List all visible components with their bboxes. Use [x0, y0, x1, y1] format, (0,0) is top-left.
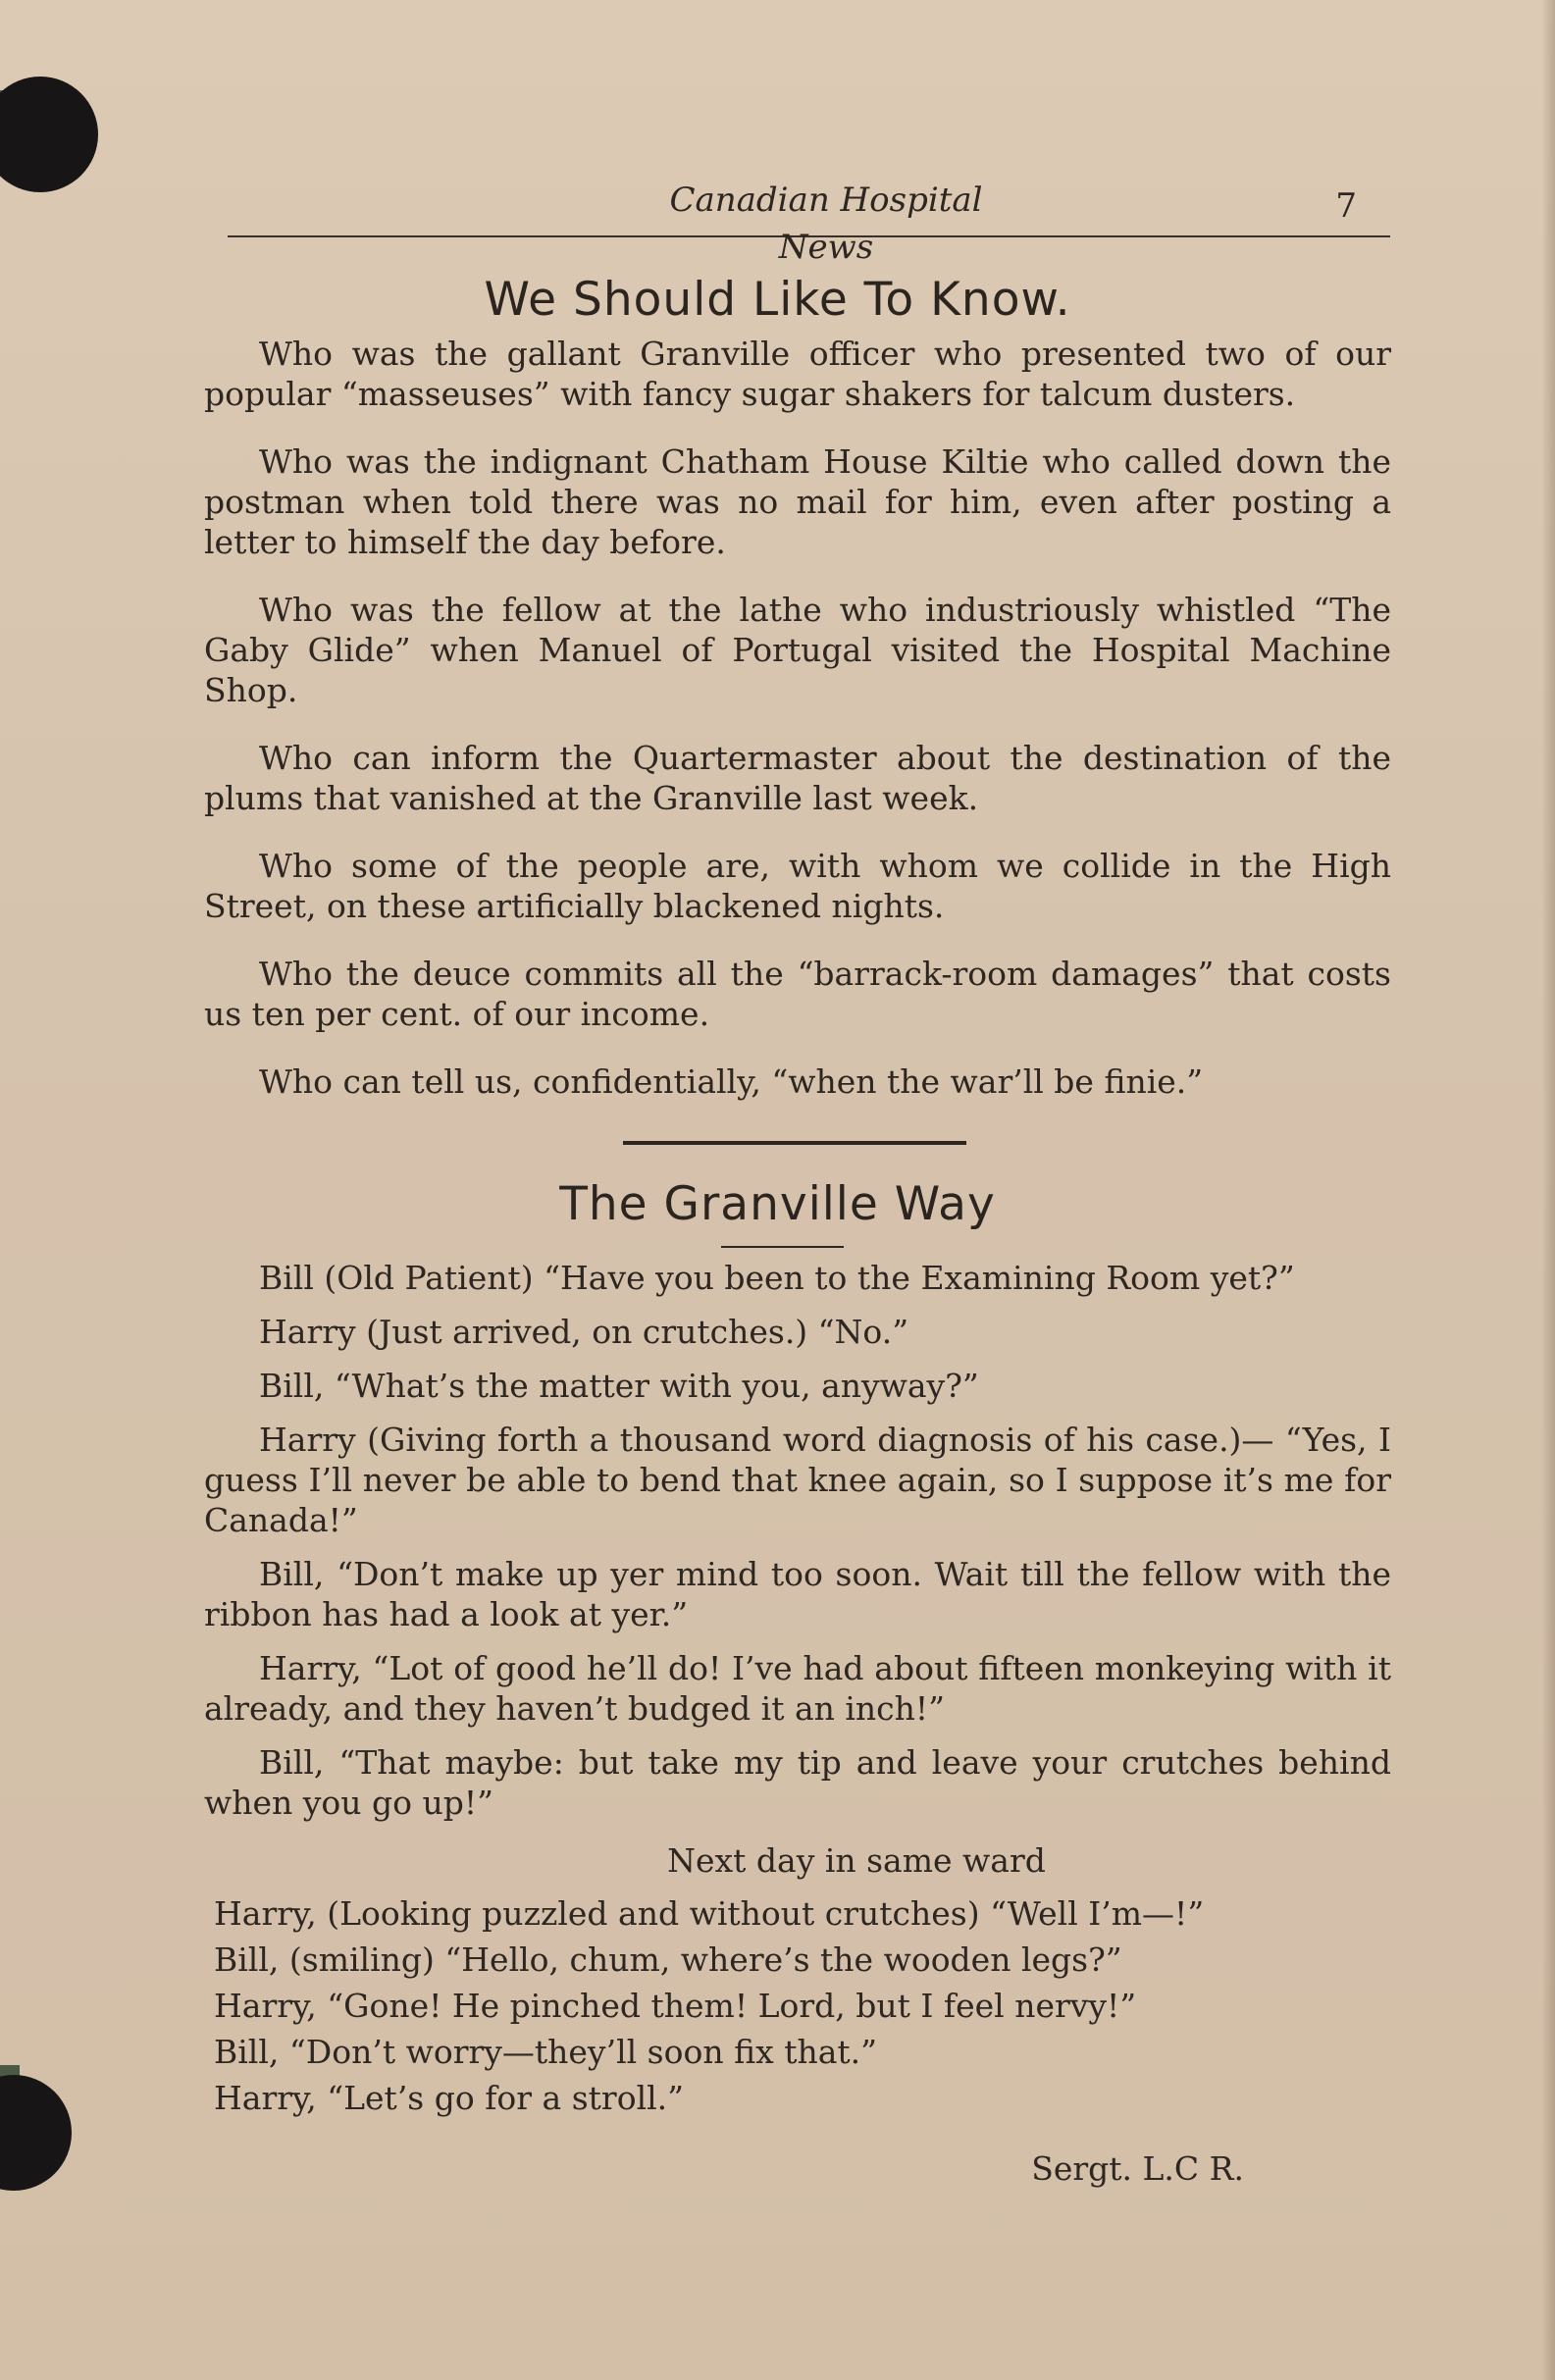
dialog-paragraph: Bill, “Don’t make up yer mind too soon. Wait till the fellow with the ribbon has had a look at yer.” — [204, 1555, 1391, 1633]
dialog-line: Bill, “Don’t worry—they’ll soon fix that.” — [214, 2033, 878, 2071]
dialog-paragraph: Bill, “What’s the matter with you, anyway?” — [259, 1367, 979, 1405]
punch-hole — [0, 77, 98, 192]
section-the-granville-way — [204, 1258, 1391, 2189]
paragraph: Who was the fellow at the lathe who industriously whistled “The Gaby Glide” when Manuel of Portugal visited the Hospital Machine Shop. — [204, 591, 1391, 709]
page-number: 7 — [1335, 186, 1357, 226]
section-divider — [623, 1141, 966, 1145]
dialog-paragraph: Bill, “That maybe: but take my tip and leave your crutches behind when you go up!” — [204, 1743, 1391, 1822]
dialog-line: Harry, “Gone! He pinched them! Lord, but I feel nervy!” — [214, 1987, 1137, 2025]
dialog-line: Harry, (Looking puzzled and without crutches) “Well I’m—!” — [214, 1894, 1205, 1933]
dialog-paragraph: Harry (Giving forth a thousand word diagnosis of his case.)— “Yes, I guess I’ll never be able to bend that knee again, so I suppose it’s me for Canada!” — [204, 1421, 1391, 1539]
title-underline — [721, 1246, 844, 1248]
paragraph: Who some of the people are, with whom we collide in the High Street, on these artificially blackened nights. — [204, 847, 1391, 925]
running-head — [228, 177, 1390, 267]
paragraph: Who was the indignant Chatham House Kiltie who called down the postman when told there was no mail for him, even after posting a letter to himself the day before. — [204, 442, 1391, 561]
dialog-paragraph: Bill (Old Patient) “Have you been to the Examining Room yet?” — [259, 1259, 1295, 1297]
paragraph: Who was the gallant Granville officer who presented two of our popular “masseuses” with fancy sugar shakers for talcum dusters. — [204, 335, 1391, 413]
journal-title: Canadian Hospital News — [669, 181, 983, 267]
dialog-line: Bill, (smiling) “Hello, chum, where’s the wooden legs?” — [214, 1940, 1122, 1979]
stage-direction: Next day in same ward — [667, 1841, 1046, 1880]
paragraph: Who the deuce commits all the “barrack-room damages” that costs us ten per cent. of our income. — [204, 955, 1391, 1033]
dialog-paragraph: Harry, “Lot of good he’ll do! I’ve had about fifteen monkeying with it already, and they haven’t budged it an inch!” — [204, 1649, 1391, 1728]
dialog-line: Harry, “Let’s go for a stroll.” — [214, 2079, 685, 2117]
section-we-should-like-to-know — [204, 334, 1391, 1129]
paragraph: Who can inform the Quartermaster about the destination of the plums that vanished at the Granville last week. — [204, 739, 1391, 817]
dialog-paragraph: Harry (Just arrived, on crutches.) “No.” — [259, 1313, 909, 1351]
section-heading: The Granville Way — [559, 1177, 996, 1231]
section-heading: We Should Like To Know. — [484, 273, 1071, 327]
punch-hole — [0, 2075, 72, 2191]
paragraph: Who can tell us, confidentially, “when the war’ll be finie.” — [259, 1062, 1204, 1101]
signature: Sergt. L.C R. — [1031, 2149, 1244, 2188]
